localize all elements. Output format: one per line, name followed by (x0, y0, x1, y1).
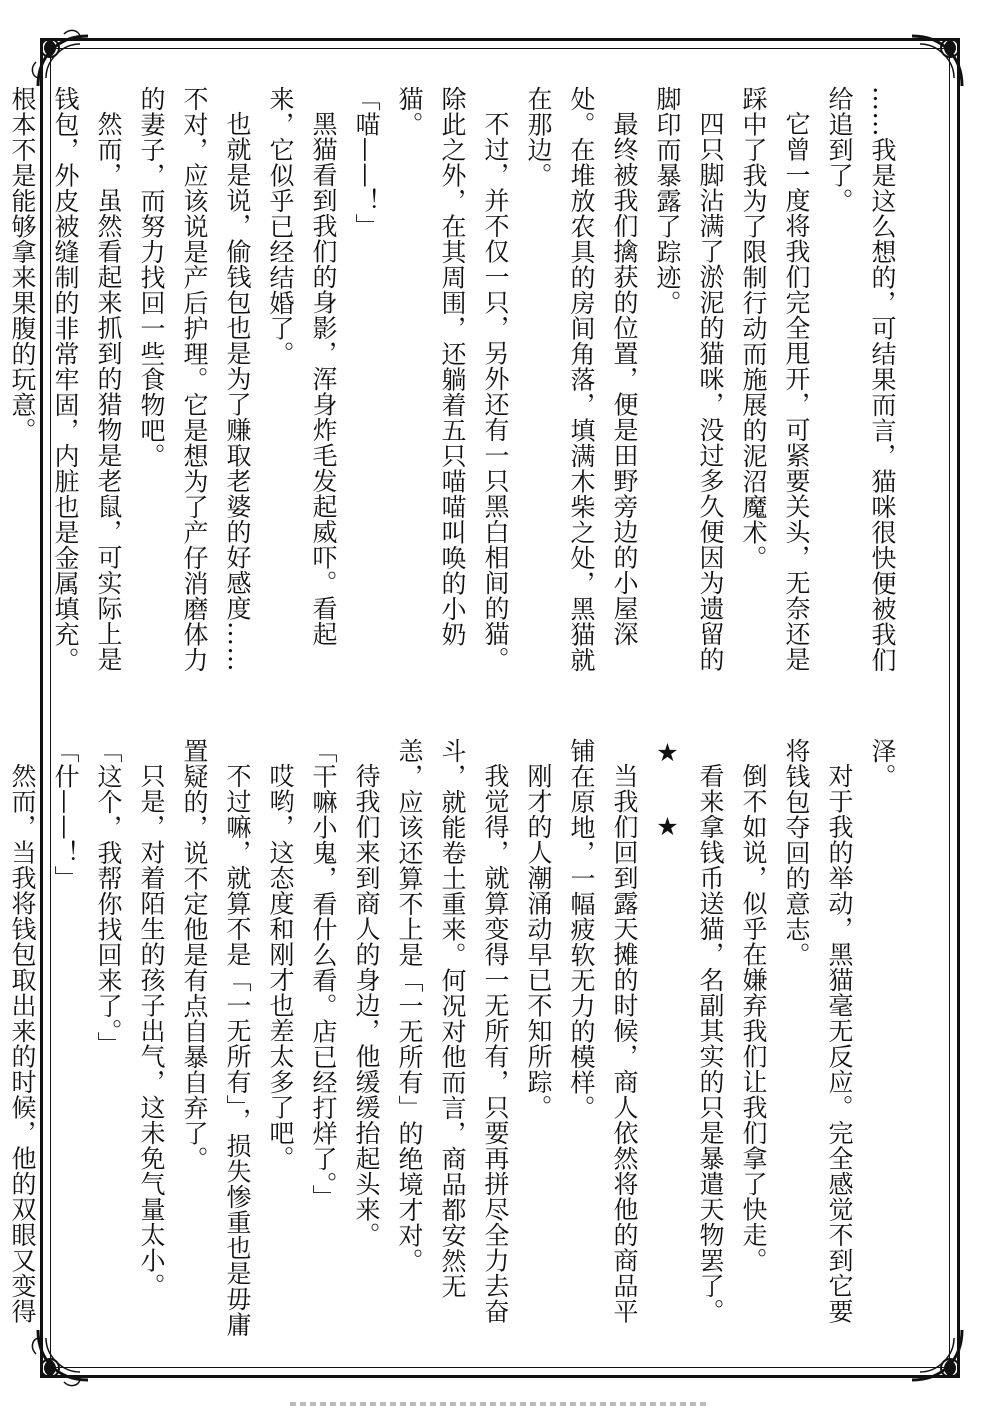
paragraph: ……我是这么想的，可结果而言，猫咪很快便被我们给追到了。 (825, 86, 897, 673)
paragraph: 然而，虽然看起来抓到的猎物是老鼠，可实际上是钱包，外皮被缝制的非常牢固，内脏也是金属填充。根本不是能够拿来果腹的玩意。 (8, 86, 123, 673)
corner-ornament-icon (902, 1320, 972, 1390)
paragraph: 哎哟，这态度和刚才也差太多了吧。 (266, 763, 295, 1171)
corner-ornament-icon (902, 26, 972, 96)
paragraph: 最终被我们擒获的位置，便是田野旁边的小屋深处。在堆放农具的房间角落，填满木柴之处，黑猫就在那边。 (524, 86, 639, 673)
paragraph: 也就是说，偷钱包也是为了赚取老婆的好感度……不对，应该说是产后护理。它是想为了产仔消磨体力的妻子，而努力找回一些食物吧。 (137, 86, 252, 673)
dialogue-line: 「喵——！」 (352, 86, 381, 239)
paragraph: 当我们回到露天摊的时候，商人依然将他的商品平铺在原地，一幅疲软无力的模样。 (567, 738, 639, 1324)
paragraph: 刚才的人潮涌动早已不知所踪。 (524, 763, 553, 1120)
dialogue-line: 「干嘛小鬼，看什么看。店已经打烊了。」 (309, 738, 338, 1210)
paragraph: 它曾一度将我们完全甩开，可紧要关头，无奈还是踩中了我为了限制行动而施展的泥沼魔术。 (739, 86, 811, 672)
footer-rule (290, 1402, 710, 1406)
paragraph: 泽。 (868, 738, 897, 789)
paragraph: 只是，对着陌生的孩子出气，这未免气量太小。 (137, 763, 166, 1299)
paragraph: 我觉得，就算变得一无所有，只要再拼尽全力去奋斗，就能卷土重来。何况对他而言，商品都安然无恙，应该还算不上是「一无所有」的绝境才对。 (395, 738, 510, 1324)
text-block-top (8, 86, 904, 696)
paragraph (0, 86, 1, 696)
paragraph: 不过，并不仅一只，另外还有一只黑白相间的猫。除此之外，在其周围，还躺着五只喵喵叫唤的小奶猫。 (395, 86, 510, 672)
dialogue-line: 「这个，我帮你找回来了。」 (94, 738, 123, 1057)
section-break-stars: ★ ★ (653, 738, 682, 851)
paragraph: 看来拿钱币送猫，名副其实的只是暴遣天物罢了。 (696, 763, 725, 1324)
paragraph: 不过嘛，就算不是「一无所有」，损失惨重也是毋庸置疑的，说不定他是有点自暴自弃了。 (180, 738, 252, 1337)
paragraph: 然而，当我将钱包取出来的时候，他的双眼又变得 (8, 763, 37, 1324)
text-block-bottom (8, 738, 904, 1348)
paragraph: 待我们来到商人的身边，他缓缓抬起头来。 (352, 763, 381, 1248)
paragraph: 对于我的举动，黑猫毫无反应。完全感觉不到它要将钱包夺回的意志。 (782, 738, 854, 1324)
paragraph: 黑猫看到我们的身影，浑身炸毛发起威吓。看起来，它似乎已经结婚了。 (266, 86, 338, 647)
paragraph: 四只脚沾满了淤泥的猫咪，没过多久便因为遗留的脚印而暴露了踪迹。 (653, 86, 725, 672)
dialogue-line: 「什——！」 (51, 738, 80, 891)
paragraph: 倒不如说，似乎在嫌弃我们让我们拿了快走。 (739, 763, 768, 1273)
